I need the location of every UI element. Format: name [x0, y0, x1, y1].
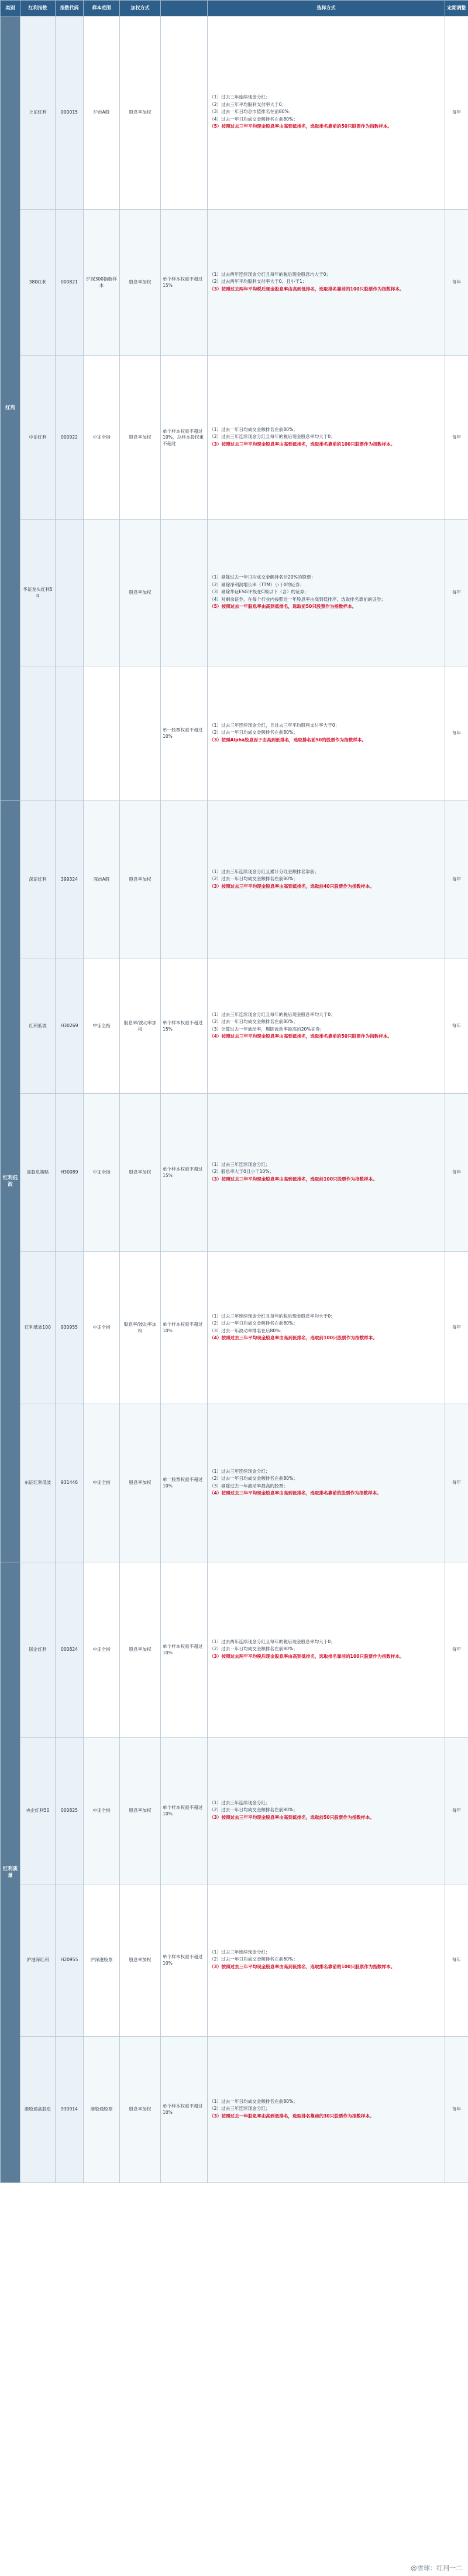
- sample-range-cell: 港股通股票: [84, 2037, 120, 2183]
- sample-range-cell: 沪深港股票: [84, 1884, 120, 2037]
- selection-step: （2）过去三年平均股利支付率大于0；: [209, 101, 287, 107]
- selection-step: （3）剔除华证ESG评级在C级以下（含）的证券；: [209, 589, 309, 595]
- selection-step: （4）按照过去三年平均现金股息率由高到低排名，选取排名靠前的股票作为指数样本。: [209, 1490, 381, 1496]
- selection-method-cell: [208, 2037, 445, 2183]
- sample-range-cell: 中证全指: [84, 1252, 120, 1404]
- sample-range-cell: 沪市A股: [84, 16, 120, 210]
- rebalance-cell: 每年: [445, 1738, 468, 1884]
- weighting-cell: 股息率加权: [120, 2037, 161, 2183]
- table-row: [1, 1738, 468, 1884]
- selection-method-cell: [208, 16, 445, 210]
- selection-step: （3）按照过去三年平均现金股息率由高到低排名，选取前100只股票作为指数样本。: [209, 1176, 377, 1182]
- sample-range-cell: 中证全指: [84, 1562, 120, 1738]
- index-code-cell: 000824: [56, 1562, 84, 1738]
- weight-cap-cell: 单个样本权重不超过10%，总样本股权重不超过: [161, 356, 208, 520]
- selection-method-cell: [208, 959, 445, 1094]
- selection-step: （1）过去三年连续现金分红且累计分红金额排名靠前；: [209, 868, 319, 874]
- selection-step: （2）过去一年日均成交金额排名在前80%；: [209, 1807, 298, 1813]
- weight-cap-cell: 单个样本权重不超过15%: [161, 959, 208, 1094]
- selection-method-cell: [208, 1094, 445, 1252]
- rebalance-cell: 每年: [445, 520, 468, 666]
- rebalance-cell: 每年: [445, 1094, 468, 1252]
- rebalance-cell: 每年: [445, 1404, 468, 1562]
- weighting-cell: 股息率加权: [120, 356, 161, 520]
- selection-method-cell: [208, 1404, 445, 1562]
- weighting-cell: 股息率加权: [120, 520, 161, 666]
- index-name-cell: 深证红利: [20, 801, 56, 959]
- selection-step: （3）按照Alpha股息因子由高到低排名，选取排名前50的股票作为指数样本。: [209, 737, 367, 743]
- weighting-cell: 股息率加权: [120, 210, 161, 356]
- weighting-cell: 股息率加权: [120, 1404, 161, 1562]
- index-name-cell: 港股通高股息: [20, 2037, 56, 2183]
- selection-method-cell: [208, 210, 445, 356]
- selection-step: （1）过去三年连续现金分红；: [209, 1161, 270, 1167]
- selection-step: （3）按照过去三年平均现金股息率由高到低排名，选取前40只股票作为指数样本。: [209, 883, 374, 889]
- weighting-cell: [120, 666, 161, 801]
- index-code-cell: 000015: [56, 16, 84, 210]
- selection-step: （1）过去三年连续现金分红且每年的税后现金股息率均大于0；: [209, 1011, 335, 1017]
- sample-range-cell: 中证全指: [84, 1404, 120, 1562]
- selection-step: （1）过去一年日均成交金额排名在前80%；: [209, 426, 298, 432]
- weighting-cell: 股息率加权: [120, 16, 161, 210]
- selection-step: （2）过去一年日均成交金额排名在前80%；: [209, 1956, 298, 1962]
- selection-step: （1）剔除过去一年日均成交金额排名后20%的股票；: [209, 574, 316, 580]
- rebalance-cell: 每年: [445, 1562, 468, 1738]
- table-row: [1, 1404, 468, 1562]
- index-code-cell: H20955: [56, 1884, 84, 2037]
- selection-step: （2）过去一年日均成交金额排名在前80%；: [209, 876, 298, 882]
- table-row: [1, 2037, 468, 2183]
- index-name-cell: 国企红利: [20, 1562, 56, 1738]
- selection-step: （1）过去三年连续现金分红；: [209, 94, 270, 100]
- selection-step: （2）过去两年平均股利支付率大于0，且小于1；: [209, 279, 307, 285]
- selection-step: （2）过去一年日均成交金额排名在前80%；: [209, 1019, 298, 1025]
- selection-step: （1）过去三年连续现金分红，且过去三年平均股利支付率大于0；: [209, 722, 340, 728]
- selection-step: （4）按照过去三年平均现金股息率由高到低排名，选取前100只股票作为指数样本。: [209, 1335, 377, 1340]
- selection-step: （3）按照过去一年股息率由高到低排名，选取排名靠前的30只股票作为指数样本。: [209, 2113, 374, 2119]
- header-index-code: 指数代码: [56, 1, 84, 16]
- selection-method-cell: [208, 520, 445, 666]
- table-row: [1, 16, 468, 210]
- weight-cap-cell: [161, 520, 208, 666]
- rebalance-cell: 每年: [445, 801, 468, 959]
- table-row: [1, 1884, 468, 2037]
- rebalance-cell: 每年: [445, 2037, 468, 2183]
- selection-step: （3）过去一年波动率排名在后80%；: [209, 1328, 285, 1333]
- index-name-cell: 380红利: [20, 210, 56, 356]
- selection-method-cell: [208, 1252, 445, 1404]
- selection-method-cell: [208, 1562, 445, 1738]
- selection-step: （1）过去两年连续现金分红且每年的税后现金股息率均大于0；: [209, 1638, 335, 1644]
- table-row: [1, 1094, 468, 1252]
- header-weight-cap: [161, 1, 208, 16]
- sample-range-cell: [84, 520, 120, 666]
- selection-step: （1）过去两年连续现金分红且每年的税后现金股息均大于0；: [209, 271, 331, 277]
- weight-cap-cell: [161, 801, 208, 959]
- selection-step: （3）按照过去三年平均现金股息率由高到低排名，选取前50只股票作为指数样本。: [209, 1814, 374, 1820]
- weight-cap-cell: [161, 16, 208, 210]
- weight-cap-cell: 单一股票权重不超过10%: [161, 666, 208, 801]
- weight-cap-cell: 单个样本权重不超过10%: [161, 1884, 208, 2037]
- header-sample-range: 样本范围: [84, 1, 120, 16]
- sample-range-cell: 中证全指: [84, 1094, 120, 1252]
- sample-range-cell: 中证全指: [84, 959, 120, 1094]
- selection-step: （2）股息率大于0且小于10%；: [209, 1169, 274, 1175]
- table-header-row: [1, 1, 468, 16]
- index-name-cell: 上证红利: [20, 16, 56, 210]
- sample-range-cell: 中证全指: [84, 356, 120, 520]
- rebalance-cell: 每年: [445, 210, 468, 356]
- selection-method-cell: [208, 1884, 445, 2037]
- selection-step: （2）过去三年连续现金分红且每年的税后现金股息率均大于0；: [209, 434, 335, 440]
- selection-step: （4）对剩余证券，在每个行业内按照近一年股息率由高到低排序，选取排名靠前的证券；: [209, 596, 386, 602]
- weighting-cell: 股息率加权: [120, 801, 161, 959]
- sample-range-cell: 沪深300指数样本: [84, 210, 120, 356]
- selection-step: （3）按照过去三年平均现金股息率由高到低排名，选取排名靠前的100只股票作为指数样本。: [209, 1963, 395, 1969]
- table-row: [1, 959, 468, 1094]
- weighting-cell: 股息率/波动率加权: [120, 959, 161, 1094]
- index-name-cell: 央企红利50: [20, 1738, 56, 1884]
- weighting-cell: 股息率/波动率加权: [120, 1252, 161, 1404]
- index-name-cell: 红利低波100: [20, 1252, 56, 1404]
- weighting-cell: 股息率加权: [120, 1094, 161, 1252]
- selection-step: （3）计算过去一年波动率，剔除波动率最高的20%证券；: [209, 1026, 325, 1032]
- selection-step: （2）过去一年日均成交金额排名在前80%；: [209, 1476, 298, 1482]
- rebalance-cell: 每年: [445, 16, 468, 210]
- index-code-cell: [56, 666, 84, 801]
- header-weighting: 加权方式: [120, 1, 161, 16]
- index-code-cell: 931446: [56, 1404, 84, 1562]
- selection-step: （1）过去三年连续现金分红且每年的税后现金股息率均大于0；: [209, 1313, 335, 1319]
- weight-cap-cell: 单个样本权重不超过15%: [161, 1094, 208, 1252]
- selection-step: （2）过去一年日均成交金额排名在前80%；: [209, 730, 298, 735]
- weight-cap-cell: 单个样本权重不超过10%: [161, 1738, 208, 1884]
- weight-cap-cell: 单个样本权重不超过10%: [161, 2037, 208, 2183]
- weighting-cell: 股息率加权: [120, 1562, 161, 1738]
- table-row: [1, 520, 468, 666]
- selection-step: （5）按照过去一年股息率由高到低排名，选取前50只股票作为指数样本。: [209, 604, 357, 610]
- category-cell: 红利质量: [1, 1562, 20, 2183]
- selection-step: （1）过去三年连续现金分红；: [209, 1468, 270, 1474]
- header-category: 类别: [1, 1, 20, 16]
- selection-method-cell: [208, 356, 445, 520]
- weighting-cell: 股息率加权: [120, 1884, 161, 2037]
- selection-step: （3）按照过去两年平均税后现金股息率由高到低排名，选取排名靠前的100只股票作为指数样本。: [209, 1653, 404, 1659]
- selection-method-cell: [208, 1738, 445, 1884]
- index-code-cell: 000821: [56, 210, 84, 356]
- selection-step: （4）过去一年日均成交金额排名在前80%；: [209, 116, 298, 122]
- selection-method-cell: [208, 801, 445, 959]
- table-row: [1, 1562, 468, 1738]
- index-name-cell: 华证龙头红利50: [20, 520, 56, 666]
- sample-range-cell: [84, 666, 120, 801]
- category-cell: 红利: [1, 16, 20, 801]
- index-code-cell: 930955: [56, 1252, 84, 1404]
- rebalance-cell: 每年: [445, 666, 468, 801]
- table-body: [1, 16, 468, 2183]
- selection-step: （1）过去三年连续现金分红；: [209, 1800, 270, 1805]
- index-name-cell: [20, 666, 56, 801]
- weight-cap-cell: 单个样本权重不超过10%: [161, 1252, 208, 1404]
- index-name-cell: 东证红利低波: [20, 1404, 56, 1562]
- selection-step: （2）过去三年连续现金分红；: [209, 2106, 270, 2112]
- index-code-cell: 000825: [56, 1738, 84, 1884]
- selection-step: （3）按照过去两年平均税后现金股息率由高到低排名，选取排名靠前的100只股票作为指数样本。: [209, 286, 404, 292]
- index-name-cell: 红利低波: [20, 959, 56, 1094]
- index-name-cell: 高股息策略: [20, 1094, 56, 1252]
- header-selection: 选样方式: [208, 1, 445, 16]
- selection-step: （2）过去一年日均成交金额排名在前80%；: [209, 1646, 298, 1652]
- table-row: [1, 666, 468, 801]
- rebalance-cell: 每年: [445, 356, 468, 520]
- header-rebalance: 定期调整: [445, 1, 468, 16]
- selection-step: （4）按照过去三年平均现金股息率由高到低排名，选取排名靠前的50只股票作为指数样本。: [209, 1033, 393, 1039]
- selection-step: （3）剔除过去一年波动率最高的股票；: [209, 1483, 288, 1489]
- weight-cap-cell: 单个样本权重不超过10%: [161, 1562, 208, 1738]
- selection-step: （1）过去三年连续现金分红；: [209, 1949, 270, 1955]
- index-code-cell: H30269: [56, 959, 84, 1094]
- selection-step: （3）按照过去三年平均现金股息率由高到低排名，选取排名靠前的100只股票作为指数样本。: [209, 441, 395, 447]
- weighting-cell: 股息率加权: [120, 1738, 161, 1884]
- index-code-cell: 399324: [56, 801, 84, 959]
- rebalance-cell: 每年: [445, 1884, 468, 2037]
- weight-cap-cell: 单一股票权重不超过10%: [161, 1404, 208, 1562]
- index-code-cell: H30089: [56, 1094, 84, 1252]
- rebalance-cell: 每年: [445, 1252, 468, 1404]
- index-name-cell: 沪港深红利: [20, 1884, 56, 2037]
- table-row: [1, 210, 468, 356]
- table-row: [1, 356, 468, 520]
- table-row: [1, 1252, 468, 1404]
- index-code-cell: 000922: [56, 356, 84, 520]
- selection-step: （2）过去一年日均成交金额排名在前80%；: [209, 1321, 298, 1326]
- index-code-cell: 930914: [56, 2037, 84, 2183]
- selection-step: （3）过去一年日均总市值排名在前80%；: [209, 109, 294, 115]
- selection-step: （2）剔除净利润增长率（TTM）小于0的证券；: [209, 581, 305, 587]
- sample-range-cell: 中证全指: [84, 1738, 120, 1884]
- rebalance-cell: 每年: [445, 959, 468, 1094]
- weight-cap-cell: 单个样本权重不超过15%: [161, 210, 208, 356]
- index-code-cell: [56, 520, 84, 666]
- watermark: @雪球：红利一二: [411, 2564, 462, 2572]
- table-row: [1, 801, 468, 959]
- selection-step: （1）过去一年日均成交金额排名在前80%；: [209, 2098, 298, 2104]
- selection-method-cell: [208, 666, 445, 801]
- sample-range-cell: 深市A股: [84, 801, 120, 959]
- index-name-cell: 中证红利: [20, 356, 56, 520]
- category-cell: 红利低波: [1, 801, 20, 1562]
- header-index-name: 红利指数: [20, 1, 56, 16]
- selection-step: （5）按照过去三年平均现金股息率由高到低排名，选取排名靠前的50只股票作为指数样本。: [209, 124, 393, 129]
